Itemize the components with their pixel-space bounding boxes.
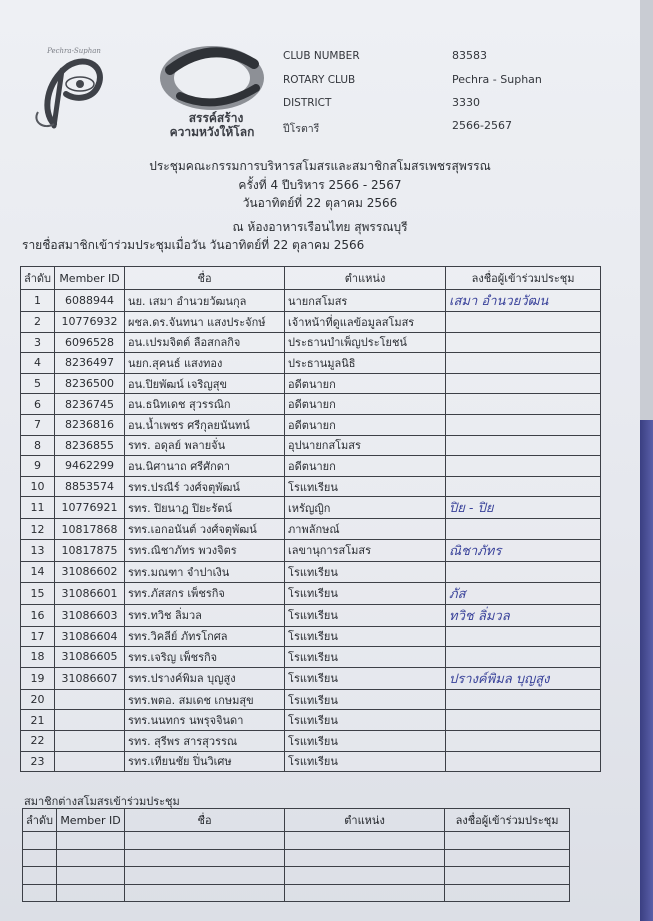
table-row bbox=[21, 394, 601, 415]
member-position: นายกสโมสร bbox=[285, 290, 446, 312]
handwritten-signature: ภัส bbox=[449, 586, 466, 602]
row-number: 4 bbox=[21, 353, 55, 374]
row-number: 23 bbox=[21, 751, 55, 772]
meeting-number: ครั้งที่ 4 ปีบริหาร 2566 - 2567 bbox=[238, 178, 402, 192]
club-number-label: CLUB NUMBER bbox=[283, 50, 360, 62]
member-position: อดีตนายก bbox=[285, 414, 446, 435]
member-name: รทร. ปิยนาฎ ปิยะรัตน์ bbox=[125, 497, 285, 519]
member-position: โรแทเรียน bbox=[285, 582, 446, 604]
member-signature bbox=[446, 667, 601, 689]
member-signature bbox=[446, 312, 601, 333]
table-row bbox=[21, 582, 601, 604]
row-number: 17 bbox=[21, 626, 55, 647]
member-id: 31086601 bbox=[55, 582, 125, 604]
table-header-row bbox=[21, 267, 601, 290]
member-position: โรแทเรียน bbox=[285, 626, 446, 647]
row-number: 3 bbox=[21, 332, 55, 353]
member-name: รทร.ภัสสกร เพ็ชรกิจ bbox=[125, 582, 285, 604]
member-signature bbox=[446, 539, 601, 561]
member-name: รทร.เอกอนันต์ วงศ์จตุพัฒน์ bbox=[125, 519, 285, 540]
member-position: ภาพลักษณ์ bbox=[285, 519, 446, 540]
visitors-empty-cell bbox=[285, 867, 445, 885]
visitors-col-position: ตำแหน่ง bbox=[285, 809, 445, 832]
member-signature bbox=[446, 394, 601, 415]
member-name: อน.เปรมจิตต์ ลือสกลกิจ bbox=[125, 332, 285, 353]
member-name: รทร.มณฑา จำปาเงิน bbox=[125, 561, 285, 582]
col-header-member-id: Member ID bbox=[55, 267, 125, 290]
member-id: 8236500 bbox=[55, 373, 125, 394]
member-position: อดีตนายก bbox=[285, 394, 446, 415]
visitors-empty-cell bbox=[23, 849, 57, 867]
member-signature bbox=[446, 414, 601, 435]
visitors-col-signature: ลงชื่อผู้เข้าร่วมประชุม bbox=[445, 809, 570, 832]
member-id: 31086604 bbox=[55, 626, 125, 647]
member-name: รทร. อดุลย์ พลายจั่น bbox=[125, 435, 285, 456]
visitors-empty-row bbox=[23, 884, 570, 902]
table-row bbox=[21, 730, 601, 751]
meeting-date: วันอาทิตย์ที่ 22 ตุลาคม 2566 bbox=[242, 196, 398, 210]
member-signature bbox=[446, 519, 601, 540]
row-number: 6 bbox=[21, 394, 55, 415]
row-number: 15 bbox=[21, 582, 55, 604]
member-id: 31086607 bbox=[55, 667, 125, 689]
member-position: โรแทเรียน bbox=[285, 647, 446, 668]
member-signature bbox=[446, 689, 601, 710]
member-id: 6088944 bbox=[55, 290, 125, 312]
member-position: โรแทเรียน bbox=[285, 730, 446, 751]
visitors-empty-cell bbox=[125, 884, 285, 902]
member-position: โรแทเรียน bbox=[285, 476, 446, 497]
member-id: 8236816 bbox=[55, 414, 125, 435]
visitors-header-row bbox=[23, 809, 570, 832]
member-name: รทร.พตอ. สมเดช เกษมสุข bbox=[125, 689, 285, 710]
member-name: นย. เสมา อำนวยวัฒนกุล bbox=[125, 290, 285, 312]
visitors-empty-row bbox=[23, 867, 570, 885]
meeting-title: ประชุมคณะกรรมการบริหารสโมสรและสมาชิกสโมสรเพชรสุพรรณ bbox=[149, 159, 491, 173]
row-number: 10 bbox=[21, 476, 55, 497]
member-name: รทร.ณิชาภัทร พวงจิตร bbox=[125, 539, 285, 561]
col-header-no: ลำดับ bbox=[21, 267, 55, 290]
logo-script-text: Pechra-Suphan bbox=[47, 47, 101, 55]
handwritten-signature: ณิชาภัทร bbox=[449, 543, 502, 559]
member-name: อน.นิศานาถ ศรีศักดา bbox=[125, 456, 285, 477]
district-label: DISTRICT bbox=[283, 97, 332, 109]
member-position: เหรัญญิก bbox=[285, 497, 446, 519]
table-row bbox=[21, 373, 601, 394]
member-position: โรแทเรียน bbox=[285, 561, 446, 582]
col-header-signature: ลงชื่อผู้เข้าร่วมประชุม bbox=[446, 267, 601, 290]
table-row bbox=[21, 332, 601, 353]
member-name: อน.ปิยพัฒน์ เจริญสุข bbox=[125, 373, 285, 394]
visitors-empty-cell bbox=[445, 884, 570, 902]
member-signature bbox=[446, 561, 601, 582]
member-id: 9462299 bbox=[55, 456, 125, 477]
row-number: 13 bbox=[21, 539, 55, 561]
row-number: 2 bbox=[21, 312, 55, 333]
visitors-empty-cell bbox=[23, 884, 57, 902]
member-id: 8236745 bbox=[55, 394, 125, 415]
visitors-empty-cell bbox=[285, 832, 445, 850]
visitors-title: สมาชิกต่างสโมสรเข้าร่วมประชุม bbox=[24, 795, 180, 808]
table-row bbox=[21, 667, 601, 689]
logo-line2: ความหวังให้โลก bbox=[169, 125, 255, 139]
row-number: 22 bbox=[21, 730, 55, 751]
visitors-empty-cell bbox=[125, 867, 285, 885]
row-number: 12 bbox=[21, 519, 55, 540]
visitors-empty-cell bbox=[23, 832, 57, 850]
member-signature bbox=[446, 476, 601, 497]
visitors-col-name: ชื่อ bbox=[125, 809, 285, 832]
member-id: 10817868 bbox=[55, 519, 125, 540]
member-signature bbox=[446, 710, 601, 731]
member-position: โรแทเรียน bbox=[285, 751, 446, 772]
member-id bbox=[55, 751, 125, 772]
logo-line1: สรรค์สร้าง bbox=[188, 111, 244, 125]
member-signature bbox=[446, 604, 601, 626]
visitors-empty-cell bbox=[445, 832, 570, 850]
member-signature bbox=[446, 435, 601, 456]
visitors-col-no: ลำดับ bbox=[23, 809, 57, 832]
attendee-list-caption: รายชื่อสมาชิกเข้าร่วมประชุมเมื่อวัน วันอาทิตย์ที่ 22 ตุลาคม 2566 bbox=[22, 238, 365, 252]
row-number: 11 bbox=[21, 497, 55, 519]
member-position: โรแทเรียน bbox=[285, 710, 446, 731]
table-row bbox=[21, 710, 601, 731]
member-position: โรแทเรียน bbox=[285, 604, 446, 626]
visitors-empty-cell bbox=[57, 832, 125, 850]
district-value: 3330 bbox=[452, 96, 480, 109]
table-row bbox=[21, 312, 601, 333]
member-signature bbox=[446, 626, 601, 647]
member-signature bbox=[446, 353, 601, 374]
row-number: 14 bbox=[21, 561, 55, 582]
member-name: อน.น้ำเพชร ศรีกุลยนันทน์ bbox=[125, 414, 285, 435]
rotary-club-label: ROTARY CLUB bbox=[283, 74, 356, 86]
visitors-empty-cell bbox=[445, 849, 570, 867]
member-name: รทร.เจริญ เพ็ชรกิจ bbox=[125, 647, 285, 668]
member-position: อุปนายกสโมสร bbox=[285, 435, 446, 456]
visitors-empty-cell bbox=[445, 867, 570, 885]
table-row bbox=[21, 414, 601, 435]
visitors-empty-cell bbox=[57, 849, 125, 867]
member-position: โรแทเรียน bbox=[285, 689, 446, 710]
visitors-empty-cell bbox=[285, 849, 445, 867]
row-number: 20 bbox=[21, 689, 55, 710]
visitors-empty-cell bbox=[23, 867, 57, 885]
member-id: 31086602 bbox=[55, 561, 125, 582]
rotary-year-label: ปีโรตารี bbox=[283, 123, 320, 135]
table-row bbox=[21, 435, 601, 456]
member-position: ประธานบำเพ็ญประโยชน์ bbox=[285, 332, 446, 353]
member-id: 8853574 bbox=[55, 476, 125, 497]
member-signature bbox=[446, 582, 601, 604]
handwritten-signature: ปิย - ปิย bbox=[449, 501, 494, 517]
member-position: เลขานุการสโมสร bbox=[285, 539, 446, 561]
member-position: อดีตนายก bbox=[285, 373, 446, 394]
member-signature bbox=[446, 647, 601, 668]
member-position: โรแทเรียน bbox=[285, 667, 446, 689]
visitors-empty-cell bbox=[285, 884, 445, 902]
row-number: 9 bbox=[21, 456, 55, 477]
table-row bbox=[21, 519, 601, 540]
visitors-empty-cell bbox=[57, 884, 125, 902]
table-row bbox=[21, 497, 601, 519]
member-signature bbox=[446, 332, 601, 353]
table-row bbox=[21, 561, 601, 582]
member-id: 6096528 bbox=[55, 332, 125, 353]
member-id bbox=[55, 710, 125, 731]
member-signature bbox=[446, 290, 601, 312]
member-name: รทร.ปรางค์พิมล บุญสูง bbox=[125, 667, 285, 689]
handwritten-signature: ทวิช ลิ่มวล bbox=[449, 608, 510, 624]
visitors-table bbox=[22, 808, 570, 902]
member-name: นยก.สุคนธ์ แสงทอง bbox=[125, 353, 285, 374]
row-number: 1 bbox=[21, 290, 55, 312]
member-id bbox=[55, 689, 125, 710]
table-row bbox=[21, 626, 601, 647]
member-signature bbox=[446, 730, 601, 751]
member-signature bbox=[446, 497, 601, 519]
row-number: 7 bbox=[21, 414, 55, 435]
table-row bbox=[21, 751, 601, 772]
row-number: 8 bbox=[21, 435, 55, 456]
member-position: อดีตนายก bbox=[285, 456, 446, 477]
visitors-empty-row bbox=[23, 849, 570, 867]
rotary-club-value: Pechra - Suphan bbox=[452, 73, 542, 86]
member-name: รทร.นนทกร นพรุจจินดา bbox=[125, 710, 285, 731]
visitors-empty-row bbox=[23, 832, 570, 850]
member-id: 31086605 bbox=[55, 647, 125, 668]
col-header-position: ตำแหน่ง bbox=[285, 267, 446, 290]
table-row bbox=[21, 604, 601, 626]
member-id: 8236497 bbox=[55, 353, 125, 374]
member-id: 31086603 bbox=[55, 604, 125, 626]
attendance-table bbox=[20, 266, 601, 772]
visitors-col-member-id: Member ID bbox=[57, 809, 125, 832]
binder-edge bbox=[640, 420, 653, 921]
row-number: 16 bbox=[21, 604, 55, 626]
table-row bbox=[21, 539, 601, 561]
rotary-theme-logo bbox=[150, 42, 275, 140]
visitors-empty-cell bbox=[125, 832, 285, 850]
visitors-empty-cell bbox=[125, 849, 285, 867]
member-signature bbox=[446, 751, 601, 772]
member-name: อน.ธนิทเดช สุวรรณิก bbox=[125, 394, 285, 415]
member-name: รทร.วิคลีย์ ภัทรโกศล bbox=[125, 626, 285, 647]
meeting-venue: ณ ห้องอาหารเรือนไทย สุพรรณบุรี bbox=[232, 220, 408, 234]
row-number: 5 bbox=[21, 373, 55, 394]
row-number: 19 bbox=[21, 667, 55, 689]
table-row bbox=[21, 689, 601, 710]
member-name: รทร.เทียนชัย ปิ่นวิเศษ bbox=[125, 751, 285, 772]
table-row bbox=[21, 353, 601, 374]
member-name: ผชล.ดร.จันทนา แสงประจักษ์ bbox=[125, 312, 285, 333]
club-number-value: 83583 bbox=[452, 49, 487, 62]
club-logo-pechra bbox=[24, 42, 124, 134]
visitors-empty-cell bbox=[57, 867, 125, 885]
table-row bbox=[21, 290, 601, 312]
row-number: 21 bbox=[21, 710, 55, 731]
handwritten-signature: ปรางค์พิมล บุญสูง bbox=[449, 671, 550, 687]
member-name: รทร.ปรณีร์ วงศ์จตุพัฒน์ bbox=[125, 476, 285, 497]
row-number: 18 bbox=[21, 647, 55, 668]
member-id: 10776921 bbox=[55, 497, 125, 519]
table-row bbox=[21, 476, 601, 497]
member-id: 10776932 bbox=[55, 312, 125, 333]
member-position: ประธานมูลนิธิ bbox=[285, 353, 446, 374]
member-name: รทร.ทวิช ลิ่มวล bbox=[125, 604, 285, 626]
table-row bbox=[21, 647, 601, 668]
table-row bbox=[21, 456, 601, 477]
member-id bbox=[55, 730, 125, 751]
member-signature bbox=[446, 456, 601, 477]
member-signature bbox=[446, 373, 601, 394]
handwritten-signature: เสมา อำนวยวัฒน bbox=[449, 294, 549, 309]
col-header-name: ชื่อ bbox=[125, 267, 285, 290]
rotary-year-value: 2566-2567 bbox=[452, 119, 512, 132]
member-id: 10817875 bbox=[55, 539, 125, 561]
member-id: 8236855 bbox=[55, 435, 125, 456]
member-position: เจ้าหน้าที่ดูแลข้อมูลสโมสร bbox=[285, 312, 446, 333]
member-name: รทร. สุรีพร สารสุวรรณ bbox=[125, 730, 285, 751]
